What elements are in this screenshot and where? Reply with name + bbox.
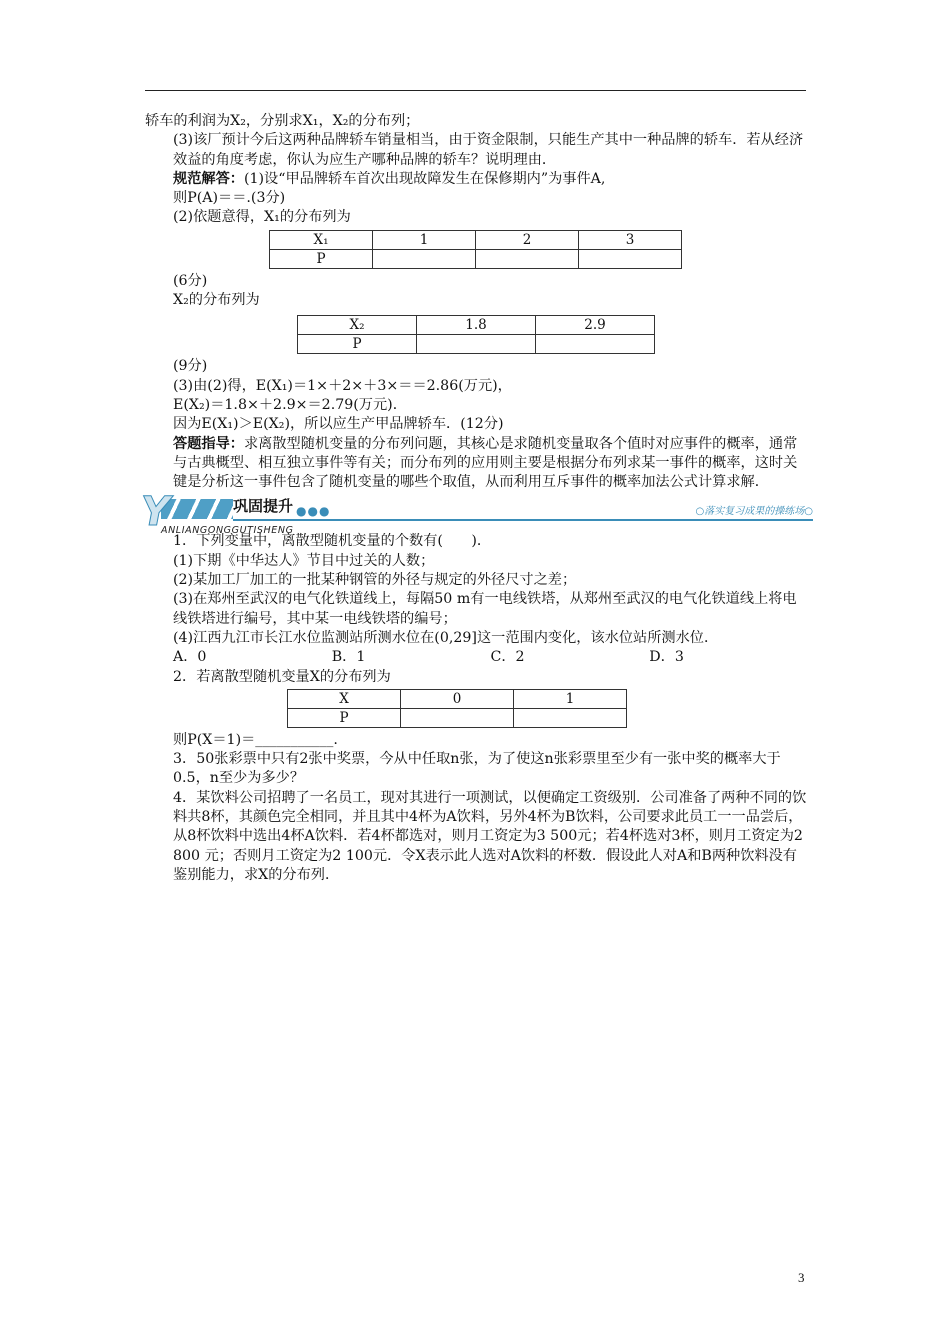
choice-c: C．2 [490,649,525,666]
solution-text: (1)设“甲品牌轿车首次出现故障发生在保修期内”为事件A, [243,170,606,187]
table-cell: 1.8 [417,316,536,335]
table-row [270,249,682,268]
score-note: (6分) [173,272,208,289]
question-item: (2)某加工厂加工的一批某种钢管的外径与规定的外径尺寸之差； [173,572,577,589]
distribution-table-x [287,689,627,728]
question-item: (3)在郑州至武汉的电气化铁道线上，每隔50 m有一电线铁塔，从郑州至武汉的电气化铁道线上将电线铁塔进行编号，其中某一电线铁塔的编号； [173,591,797,627]
table-cell: 1 [514,689,627,708]
solution-line: E(X₂)＝1.8×＋2.9×＝2.79(万元)． [173,396,407,413]
solution-line: (2)依题意得，X₁的分布列为 [173,209,351,226]
text-paragraph: (3)该厂预计今后这两种品牌轿车销量相当，由于资金限制，只能生产其中一种品牌的轿车．若从经济效益的角度考虑，你认为应生产哪种品牌的轿车？说明理由． [173,132,804,168]
table-cell: X₂ [298,316,417,335]
solution-line: 则P(A)＝＝.(3分) [173,190,286,207]
banner-stripes [161,499,233,519]
table-cell: P [298,335,417,354]
table-cell [417,335,536,354]
guide-paragraph [145,435,808,493]
guide-text: 求离散型随机变量的分布列问题，其核心是求随机变量取各个值时对应事件的概率，通常与古典概型、相互独立事件等有关；而分布列的应用则主要是根据分布列求某一事件的概率，这时关键是分析这一事件包含了随机变量的哪些个取值，从而利用互斥事件的概率加法公式计算求解． [173,435,798,491]
question-item: (1)下期《中华达人》节目中过关的人数； [173,552,435,569]
choice-b: B．1 [331,649,366,666]
table-cell [579,249,682,268]
question-2: 2．若离散型随机变量X的分布列为 [173,668,391,685]
section-banner [141,489,813,537]
table-cell: 1 [373,230,476,249]
question-3: 3．50张彩票中只有2张中奖票，今从中任取n张，为了使这n张彩票里至少有一张中奖的概率大于0.5，n至少为多少？ [173,751,781,787]
table-cell: 2.9 [536,316,655,335]
table-row [298,316,655,335]
banner-dots: ●●● [296,504,331,519]
table-cell: 3 [579,230,682,249]
distribution-table-x1 [269,230,682,269]
table-cell [536,335,655,354]
text-line: 轿车的利润为X₂，分别求X₁，X₂的分布列； [145,113,420,129]
answer-choices [145,648,808,667]
distribution-table-x2 [297,315,655,354]
document-body [141,112,813,885]
question-1: 1．下列变量中，离散型随机变量的个数有( )． [173,533,492,550]
solution-line: (3)由(2)得，E(X₁)＝1×＋2×＋3×＝＝2.86(万元)， [173,377,512,394]
score-note: (9分) [173,358,208,375]
table-cell: 0 [401,689,514,708]
choice-a: A．0 [173,649,207,666]
table-cell [373,249,476,268]
solution-label: 规范解答： [173,170,244,187]
table-cell: 2 [476,230,579,249]
choice-d: D．3 [649,649,684,666]
banner-title: 巩固提升 [233,497,294,516]
solution-line [145,170,808,189]
page-number: 3 [798,1270,805,1285]
table-cell [476,249,579,268]
table-row [288,708,627,727]
table-cell: X₁ [270,230,373,249]
banner-tag: ○落实复习成果的操练场○ [695,506,813,518]
question-2-answer-line: 则P(X＝1)＝___________. [173,731,338,748]
banner-subtitle: ANLIANGONGGUTISHENG [161,525,294,537]
table-cell: X [288,689,401,708]
table-cell [401,708,514,727]
solution-line: 因为E(X₁)＞E(X₂)，所以应生产甲品牌轿车．(12分) [173,416,504,433]
table-cell: P [288,708,401,727]
table-row [298,335,655,354]
table-cell [514,708,627,727]
table-row [288,689,627,708]
banner-letter-logo: Y [141,489,170,536]
solution-line: X₂的分布列为 [173,292,260,309]
question-item: (4)江西九江市长江水位监测站所测水位在(0,29]这一范围内变化，该水位站所测水位． [173,629,719,646]
question-4: 4．某饮料公司招聘了一名员工，现对其进行一项测试，以便确定工资级别．公司准备了两种不同的饮料共8杯，其颜色完全相同，并且其中4杯为A饮料，另外4杯为B饮料，公司要求此员工一一品尝后，从8杯饮料中选出4杯A饮料．若4杯都选对，则月工资定为3 500元；若4杯选对3杯，则月工资定为2 800 元；否则月工资定为2 100元．令X表示此人选对A饮料的杯数．假设此人对A和B两种饮料没有鉴别能力，求X的分布列． [173,789,807,883]
table-cell: P [270,249,373,268]
guide-label: 答题指导： [173,435,244,452]
header-rule [145,90,806,91]
table-row [270,230,682,249]
